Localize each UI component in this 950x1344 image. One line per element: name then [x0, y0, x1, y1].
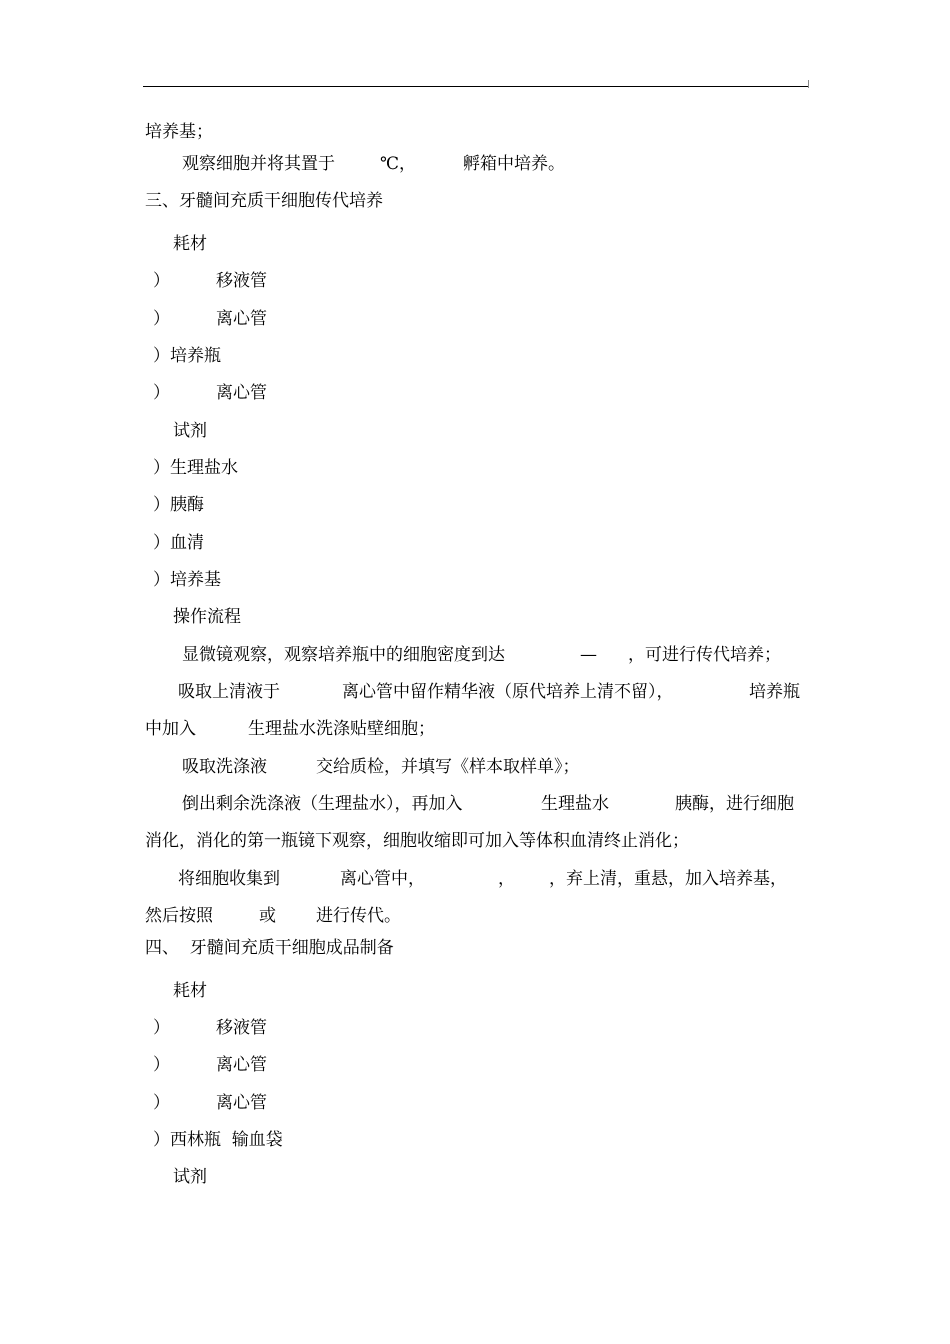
text-step-passage: 进行传代。	[316, 906, 401, 926]
subheading-reagents: 试剂	[173, 421, 207, 441]
list-item-culture-flask: ）培养瓶	[153, 346, 221, 366]
subheading-consumables: 耗材	[173, 234, 207, 254]
text-step-aspirate: 吸取上清液于	[178, 682, 280, 702]
list-item-medium: ）培养基	[153, 570, 221, 590]
subheading-consumables: 耗材	[173, 981, 207, 1001]
list-item-saline: ）生理盐水	[153, 458, 238, 478]
list-item-centrifuge-tube: 离心管	[216, 383, 267, 403]
list-item-pipette: 移液管	[216, 1018, 267, 1038]
list-item-vial-bag: ）西林瓶 输血袋	[153, 1130, 283, 1150]
section-heading-final-product: 四、 牙髓间充质干细胞成品制备	[145, 938, 394, 958]
text-step-comma: ，	[498, 869, 515, 889]
section-heading-passage-culture: 三、牙髓间充质干细胞传代培养	[145, 191, 383, 211]
text-step-essence: 离心管中留作精华液（原代培养上清不留），	[342, 682, 674, 702]
text-step-pour: 倒出剩余洗涤液（生理盐水），再加入	[182, 794, 463, 814]
text-step-qc: 交给质检，并填写《样本取样单》；	[316, 757, 580, 777]
text-step-digest: 消化，消化的第一瓶镜下观察，细胞收缩即可加入等体积血清终止消化；	[145, 831, 689, 851]
list-marker: ）	[153, 1093, 170, 1113]
list-item-centrifuge-tube: 离心管	[216, 1055, 267, 1075]
subheading-reagents: 试剂	[173, 1167, 207, 1187]
text-step-passage-ready: ，可进行传代培养；	[628, 645, 781, 665]
text-step-trypsin: 胰酶，进行细胞	[675, 794, 794, 814]
list-marker: ）	[153, 1018, 170, 1038]
text-step-wash: 生理盐水洗涤贴壁细胞；	[248, 719, 435, 739]
text-step-add: 中加入	[145, 719, 196, 739]
text-step-resuspend: ，弃上清，重悬，加入培养基，	[549, 869, 787, 889]
list-marker: ）	[153, 309, 170, 329]
text-incubator: 孵箱中培养。	[463, 154, 565, 174]
list-item-pipette: 移液管	[216, 271, 267, 291]
text-step-then: 然后按照	[145, 906, 213, 926]
text-step-saline: 生理盐水	[541, 794, 609, 814]
list-item-trypsin: ）胰酶	[153, 495, 204, 515]
header-rule	[143, 86, 809, 87]
list-marker: ）	[153, 1055, 170, 1075]
text-step-collect: 将细胞收集到	[178, 869, 280, 889]
subheading-procedure: 操作流程	[173, 607, 241, 627]
text-step-aspirate-wash: 吸取洗涤液	[182, 757, 267, 777]
text-step-flask: 培养瓶	[749, 682, 800, 702]
text-step-microscope: 显微镜观察，观察培养瓶中的细胞密度到达	[182, 645, 505, 665]
list-marker: ）	[153, 383, 170, 403]
text-temperature-unit: ℃，	[380, 154, 417, 174]
text-observe-incubate: 观察细胞并将其置于	[182, 154, 335, 174]
list-item-serum: ）血清	[153, 533, 204, 553]
text-step-or: 或	[259, 906, 276, 926]
header-rule-tick	[808, 80, 809, 88]
list-item-centrifuge-tube: 离心管	[216, 309, 267, 329]
list-marker: ）	[153, 271, 170, 291]
text-dash: —	[580, 645, 597, 665]
list-item-centrifuge-tube: 离心管	[216, 1093, 267, 1113]
text-line-medium-end: 培养基；	[145, 122, 213, 142]
text-step-into-tube: 离心管中，	[340, 869, 425, 889]
